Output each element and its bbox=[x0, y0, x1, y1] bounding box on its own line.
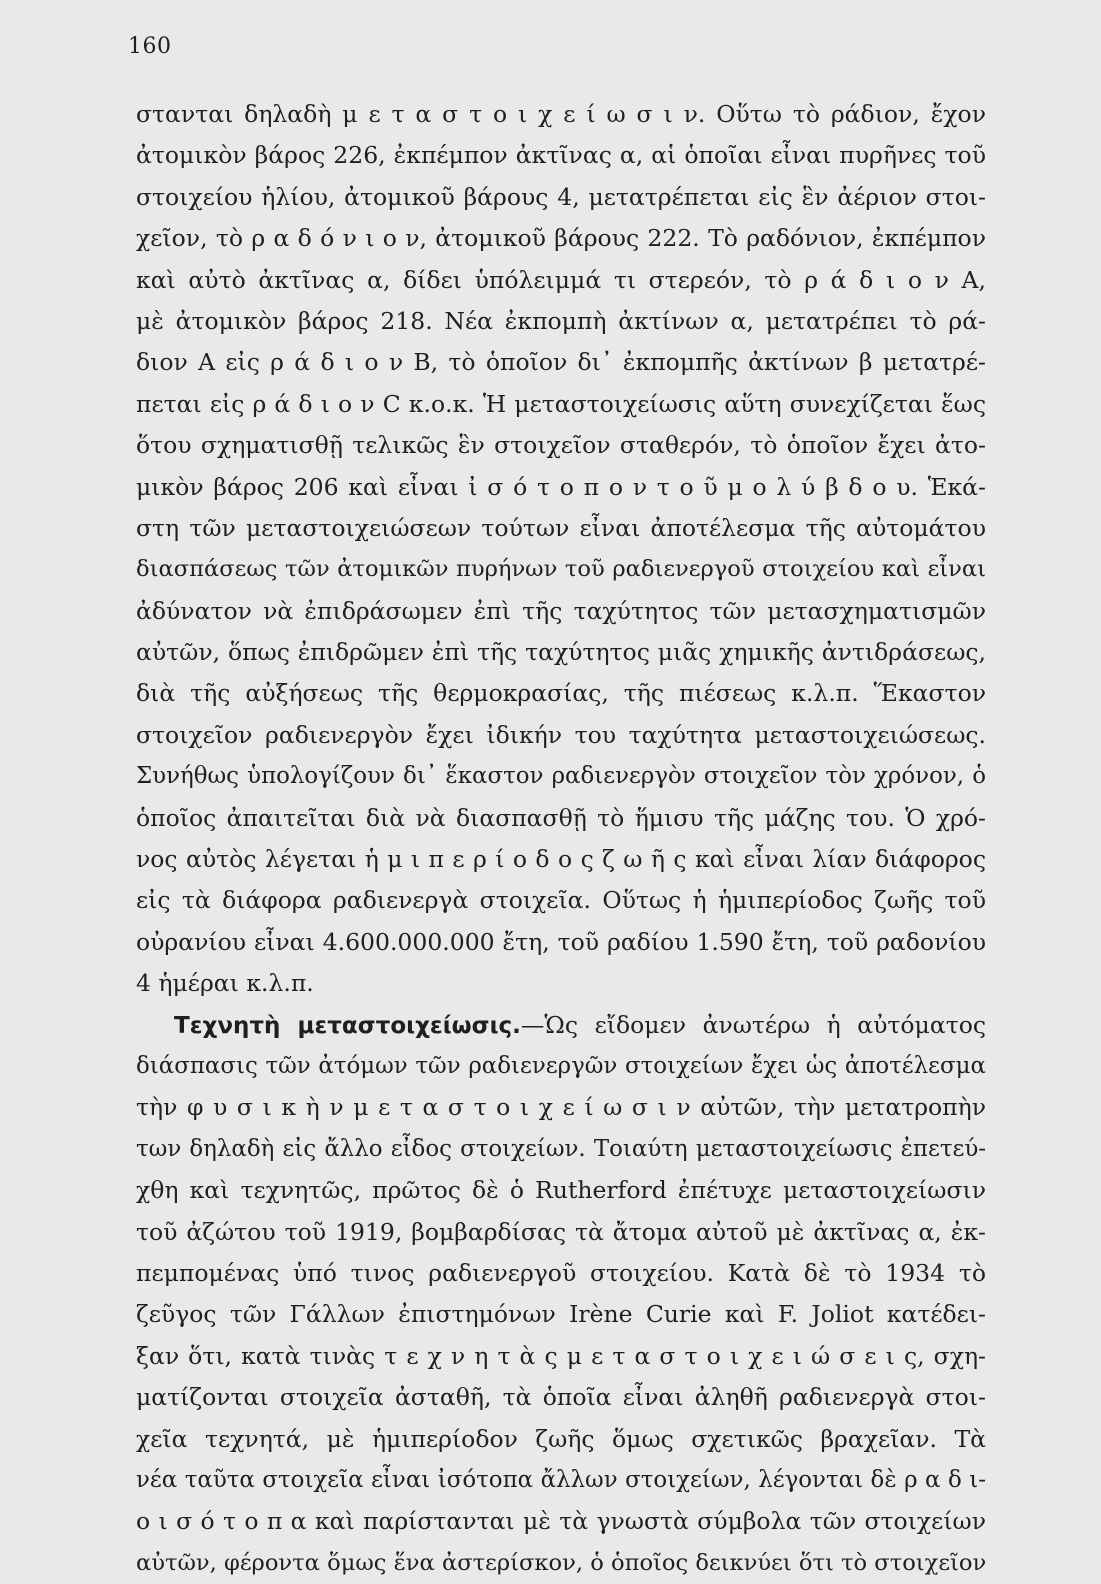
text-line: πεται εἰς ρ ά δ ι ο ν C κ.ο.κ. Ἡ μεταστοιχείωσις αὕτη συνεχίζεται ἕως bbox=[136, 389, 986, 418]
text-line: τοῦ ἀζώτου τοῦ 1919, βομβαρδίσας τὰ ἄτομα αὐτοῦ μὲ ἀκτῖνας α, ἐκ- bbox=[136, 1217, 986, 1246]
text-line: στοιχεῖον ραδιενεργὸν ἔχει ἰδικήν του ταχύτητα μεταστοιχειώσεως. bbox=[136, 720, 986, 749]
text-line: ο ι σ ό τ ο π α καὶ παρίστανται μὲ τὰ γνωστὰ σύμβολα τῶν στοιχείων bbox=[136, 1507, 986, 1536]
text-line: ἀτομικὸν βάρος 226, ἐκπέμπον ἀκτῖνας α, αἱ ὁποῖαι εἶναι πυρῆνες τοῦ bbox=[136, 141, 986, 170]
text-line: διάσπασις τῶν ἀτόμων τῶν ραδιενεργῶν στοιχείων ἔχει ὡς ἀποτέλεσμα bbox=[136, 1052, 986, 1079]
text-line: μὲ ἀτομικὸν βάρος 218. Νέα ἐκπομπὴ ἀκτίνων α, μετατρέπει τὸ ρά- bbox=[136, 306, 986, 335]
text-line: ὅτου σχηματισθῇ τελικῶς ἓν στοιχεῖον σταθερόν, τὸ ὁποῖον ἔχει ἀτο- bbox=[136, 431, 986, 460]
text-line: στη τῶν μεταστοιχειώσεων τούτων εἶναι ἀποτέλεσμα τῆς αὐτομάτου bbox=[136, 513, 986, 542]
section-heading-line bbox=[136, 1005, 986, 1046]
text-line: των δηλαδὴ εἰς ἄλλο εἶδος στοιχείων. Τοιαύτη μεταστοιχείωσις ἐπετεύ- bbox=[136, 1135, 986, 1162]
text-line: ζεῦγος τῶν Γάλλων ἐπιστημόνων Irène Curie καὶ F. Joliot κατέδει- bbox=[136, 1300, 986, 1329]
text-line: νέα ταῦτα στοιχεῖα εἶναι ἰσότοπα ἄλλων στοιχείων, λέγονται δὲ ρ α δ ι- bbox=[136, 1466, 986, 1493]
text-line: ξαν ὅτι, κατὰ τινὰς τ ε χ ν η τ ὰ ς μ ε τ α σ τ ο ι χ ε ι ώ σ ε ι ς, σχη- bbox=[136, 1341, 986, 1370]
text-line: ματίζονται στοιχεῖα ἀσταθῆ, τὰ ὁποῖα εἶναι ἀληθῆ ραδιενεργὰ στοι- bbox=[136, 1383, 986, 1412]
text-line: αὐτῶν, ὅπως ἐπιδρῶμεν ἐπὶ τῆς ταχύτητος μιᾶς χημικῆς ἀντιδράσεως, bbox=[136, 638, 986, 667]
text-line: χθη καὶ τεχνητῶς, πρῶτος δὲ ὁ Rutherford ἐπέτυχε μεταστοιχείωσιν bbox=[136, 1176, 986, 1205]
body-text bbox=[136, 94, 986, 1584]
text-line: οὐρανίου εἶναι 4.600.000.000 ἔτη, τοῦ ραδίου 1.590 ἔτη, τοῦ ραδονίου bbox=[136, 927, 986, 956]
paragraph-artificial-transmutation bbox=[136, 1005, 986, 1584]
text-line: καὶ αὐτὸ ἀκτῖνας α, δίδει ὑπόλειμμά τι στερεόν, τὸ ρ ά δ ι ο ν Α, bbox=[136, 265, 986, 294]
text-line: διον Α εἰς ρ ά δ ι ο ν Β, τὸ ὁποῖον δι᾽ ἐκπομπῆς ἀκτίνων β μετατρέ- bbox=[136, 348, 986, 377]
text-line: στοιχείου ἡλίου, ἀτομικοῦ βάρους 4, μετατρέπεται εἰς ἓν ἀέριον στοι- bbox=[136, 182, 986, 211]
text-line: Συνήθως ὑπολογίζουν δι᾽ ἕκαστον ραδιενεργὸν στοιχεῖον τὸν χρόνον, ὁ bbox=[136, 763, 986, 790]
text-line: τὴν φ υ σ ι κ ὴ ν μ ε τ α σ τ ο ι χ ε ί ω σ ι ν αὐτῶν, τὴν μετατροπὴν bbox=[136, 1093, 986, 1122]
page-number: 160 bbox=[128, 34, 172, 59]
text-line: χεῖα τεχνητά, μὲ ἡμιπερίοδον ζωῆς ὅμως σχετικῶς βραχεῖαν. Τὰ bbox=[136, 1424, 986, 1453]
paragraph-natural-transmutation bbox=[136, 94, 986, 1005]
text-line: διὰ τῆς αὐξήσεως τῆς θερμοκρασίας, τῆς πιέσεως κ.λ.π. Ἕκαστον bbox=[136, 679, 986, 708]
text-line: διασπάσεως τῶν ἀτομικῶν πυρήνων τοῦ ραδιενεργοῦ στοιχείου καὶ εἶναι bbox=[136, 556, 986, 583]
text-line: εἰς τὰ διάφορα ραδιενεργὰ στοιχεῖα. Οὕτως ἡ ἡμιπερίοδος ζωῆς τοῦ bbox=[136, 886, 986, 915]
text-line: πεμπομένας ὑπό τινος ραδιενεργοῦ στοιχείου. Κατὰ δὲ τὸ 1934 τὸ bbox=[136, 1258, 986, 1287]
text-line: ὁποῖος ἀπαιτεῖται διὰ νὰ διασπασθῇ τὸ ἥμισυ τῆς μάζης του. Ὁ χρό- bbox=[136, 803, 986, 832]
text-line: χεῖον, τὸ ρ α δ ό ν ι ο ν, ἀτομικοῦ βάρους 222. Τὸ ραδόνιον, ἐκπέμπον bbox=[136, 224, 986, 253]
text-line: στανται δηλαδὴ μ ε τ α σ τ ο ι χ ε ί ω σ ι ν. Οὕτω τὸ ράδιον, ἔχον bbox=[136, 100, 986, 128]
text-line: ἀδύνατον νὰ ἐπιδράσωμεν ἐπὶ τῆς ταχύτητος τῶν μετασχηματισμῶν bbox=[136, 596, 986, 625]
section-heading: Τεχνητὴ μεταστοιχείωσις. bbox=[174, 1012, 521, 1039]
text-line: αὐτῶν, φέροντα ὅμως ἕνα ἀστερίσκον, ὁ ὁποῖος δεικνύει ὅτι τὸ στοιχεῖον bbox=[136, 1549, 987, 1576]
text-line: νος αὐτὸς λέγεται ἡ μ ι π ε ρ ί ο δ ο ς ζ ω ῆ ς καὶ εἶναι λίαν διάφορος bbox=[136, 845, 986, 874]
heading-line-text: —Ὡς εἴδομεν ἀνωτέρω ἡ αὐτόματος bbox=[520, 1010, 986, 1039]
text-line: 4 ἡμέραι κ.λ.π. bbox=[136, 969, 314, 998]
text-line: μικὸν βάρος 206 καὶ εἶναι ἰ σ ό τ ο π ο ν τ ο ῦ μ ο λ ύ β δ ο υ. Ἑκά- bbox=[136, 472, 986, 501]
